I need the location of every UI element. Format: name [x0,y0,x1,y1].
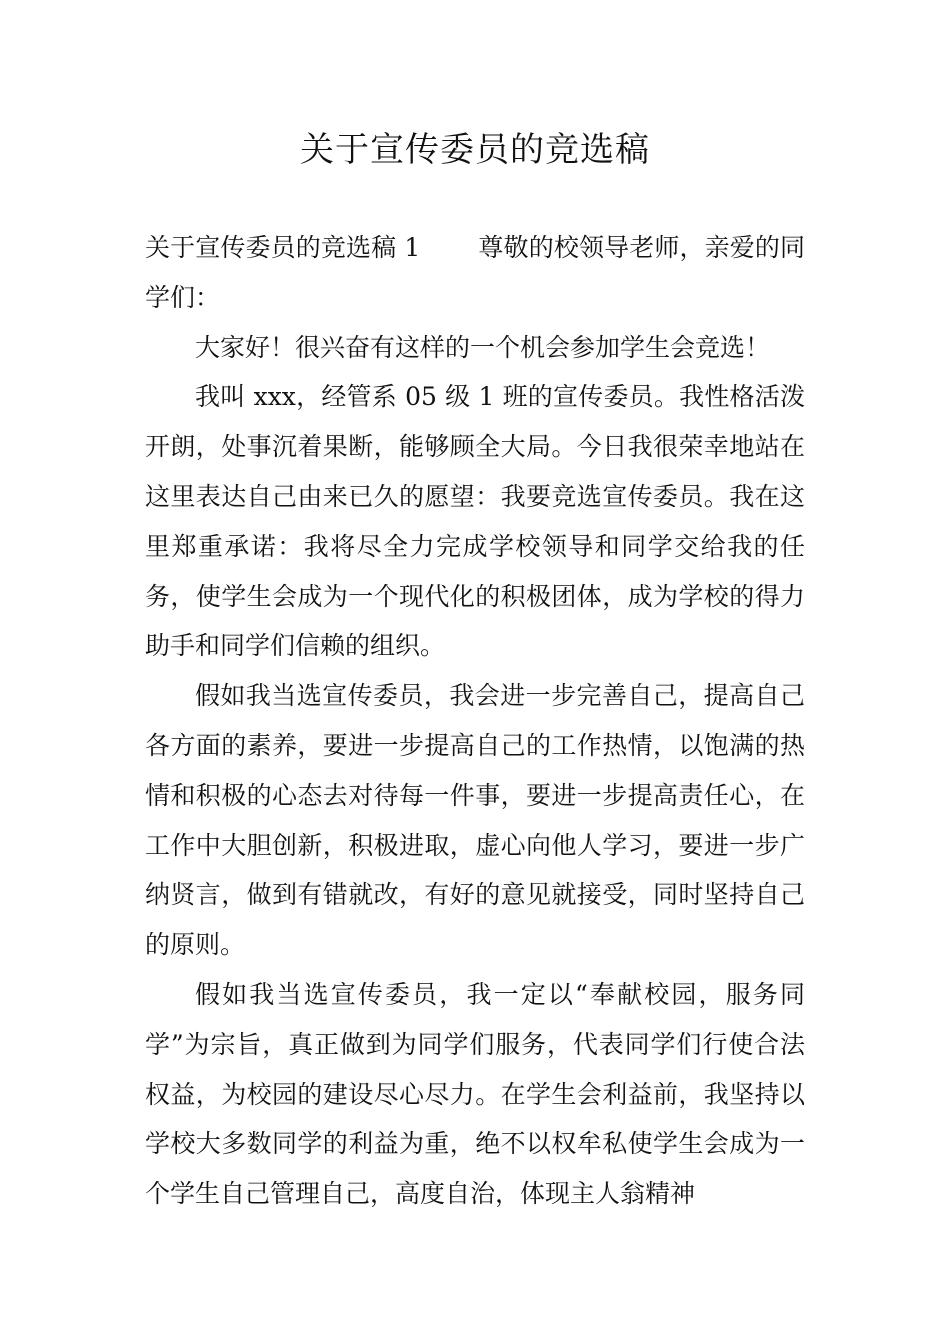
document-body [145,223,805,1219]
salutation: 尊敬的校领导老师，亲爱的同学们： [145,233,805,312]
paragraph-2: 我叫 xxx，经管系 05 级 1 班的宣传委员。我性格活泼开朗，处事沉着果断，能够顾全大局。今日我很荣幸地站在这里表达自己由来已久的愿望：我要竞选宣传委员。我在这里郑重承诺：我将尽全力完成学校领导和同学交给我的任务，使学生会成为一个现代化的积极团体，成为学校的得力助手和同学们信赖的组织。 [145,382,805,661]
opening-line [145,223,805,323]
paragraph-3: 假如我当选宣传委员，我会进一步完善自己，提高自己各方面的素养，要进一步提高自己的工作热情，以饱满的热情和积极的心态去对待每一件事，要进一步提高责任心，在工作中大胆创新，积极进取，虚心向他人学习，要进一步广纳贤言，做到有错就改，有好的意见就接受，同时坚持自己的原则。 [145,681,805,960]
paragraph-4: 假如我当选宣传委员，我一定以“奉献校园，服务同学”为宗旨，真正做到为同学们服务，代表同学们行使合法权益，为校园的建设尽心尽力。在学生会利益前，我坚持以学校大多数同学的利益为重，绝不以权牟私使学生会成为一个学生自己管理自己，高度自治，体现主人翁精神 [145,979,805,1209]
inline-heading: 关于宣传委员的竞选稿 1 [145,233,421,262]
document-title: 关于宣传委员的竞选稿 [300,130,650,170]
paragraph-1: 大家好！很兴奋有这样的一个机会参加学生会竞选！ [195,332,771,362]
